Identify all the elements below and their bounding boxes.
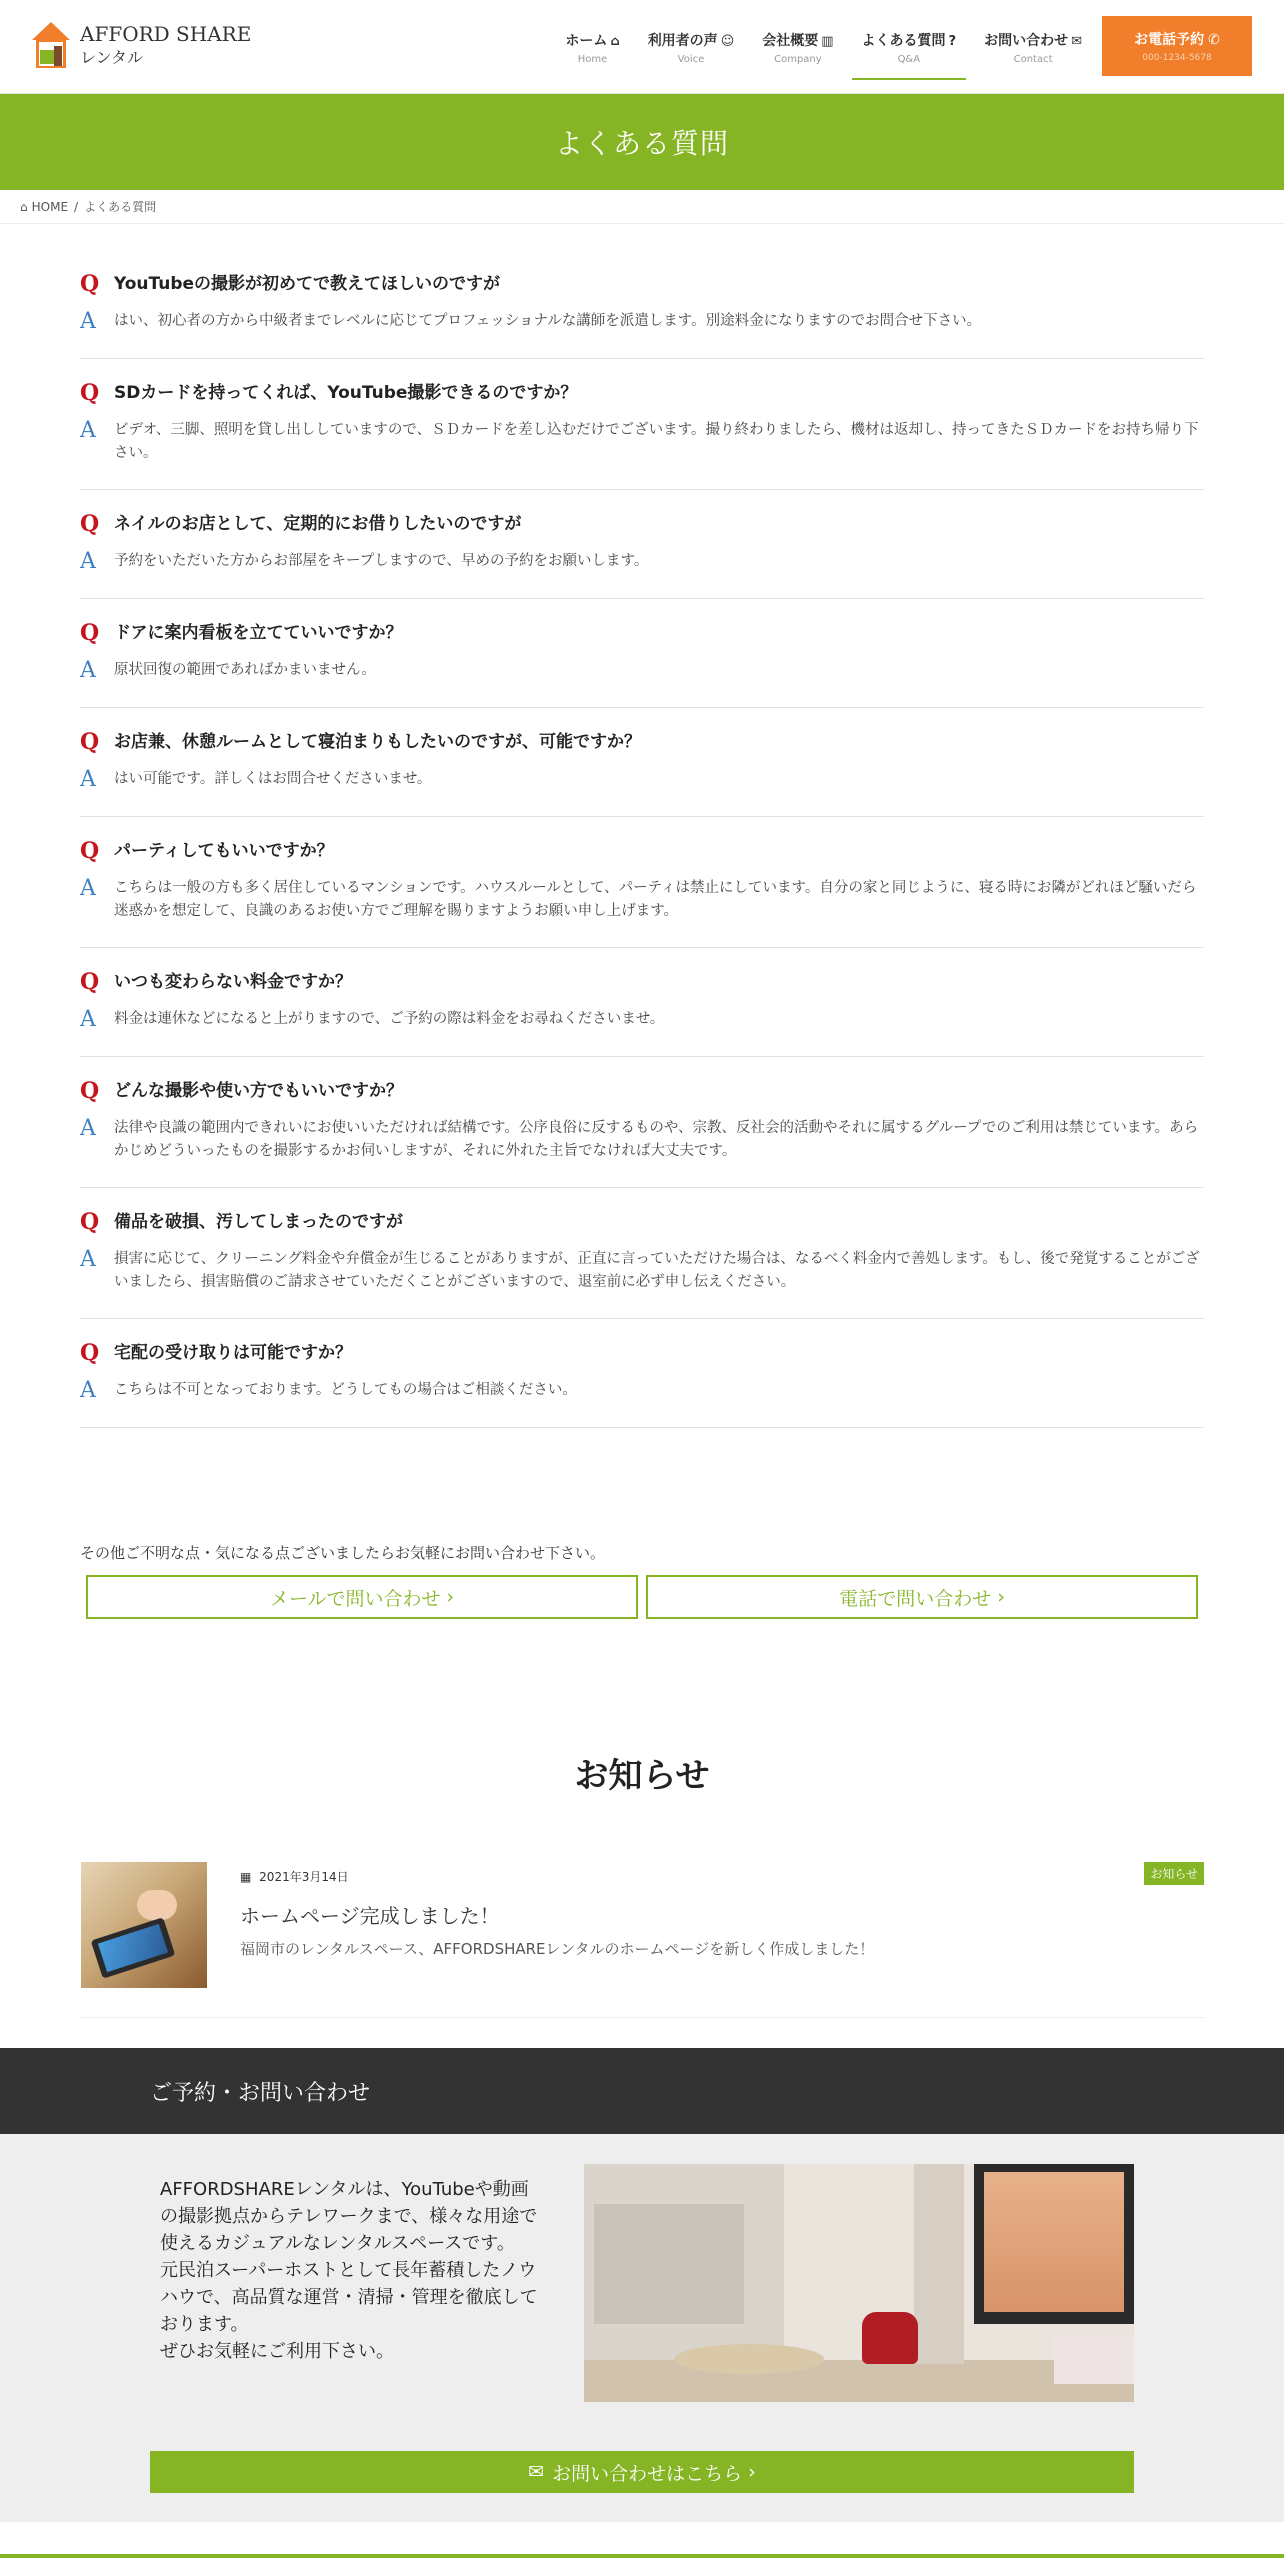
faq-question: [80, 621, 1204, 645]
a-mark: A: [80, 876, 96, 901]
news-date: [240, 1868, 349, 1885]
tel-contact-label: 電話で問い合わせ: [839, 1587, 992, 1610]
faq-question-text: どんな撮影や使い方でもいいですか？: [114, 1081, 403, 1101]
faq-answer-text: こちらは不可となっております。どうしてもの場合はご相談ください。: [114, 1382, 577, 1398]
tablet-shape: [91, 1917, 176, 1979]
faq-answer: [80, 419, 1204, 465]
nav-item-label: よくある質問 ?: [861, 32, 957, 49]
news-thumbnail[interactable]: [81, 1862, 207, 1988]
site-logo[interactable]: [30, 20, 251, 70]
nav-item-sub: Voice: [677, 53, 705, 65]
faq-item: [80, 817, 1204, 948]
faq-item: [80, 948, 1204, 1057]
photo-window-view: [984, 2172, 1124, 2312]
q-mark: Q: [80, 511, 100, 537]
calendar-icon: ▦: [240, 1870, 252, 1884]
faq-question: [80, 1341, 1204, 1365]
faq-answer-text: 料金は連休などになると上がりますので、ご予約の際は料金をお尋ねくださいませ。: [114, 1011, 665, 1027]
faq-answer: [80, 877, 1204, 923]
nav-item-contact[interactable]: [970, 0, 1096, 94]
faq-item: [80, 359, 1204, 490]
photo-sofa: [1054, 2334, 1134, 2384]
breadcrumb-current: よくある質問: [84, 200, 157, 214]
q-mark: Q: [80, 1078, 100, 1104]
photo-curtain: [914, 2164, 964, 2364]
global-nav: [551, 0, 1252, 94]
phone-icon: ✆: [1208, 32, 1220, 48]
footer-area: [0, 2558, 1284, 2568]
faq-answer: [80, 550, 1204, 574]
faq-question-text: パーティしてもいいですか？: [114, 841, 334, 861]
nav-item-home[interactable]: [551, 0, 633, 94]
faq-question: [80, 839, 1204, 863]
faq-question-text: SDカードを持ってくれば、YouTube撮影できるのですか？: [114, 383, 578, 403]
faq-item: [80, 708, 1204, 817]
news-section-title: お知らせ: [574, 1756, 710, 1796]
faq-question-text: YouTubeの撮影が初めてで教えてほしいのですが: [114, 274, 501, 294]
cta-title: ご予約・お問い合わせ: [150, 2081, 371, 2106]
a-mark: A: [80, 418, 96, 443]
faq-footer-text: その他ご不明な点・気になる点ございましたらお気軽にお問い合わせ下さい。: [80, 1544, 606, 1562]
cta-text: [160, 2176, 540, 2365]
a-mark: A: [80, 658, 96, 683]
faq-question-text: いつも変わらない料金ですか？: [114, 972, 352, 992]
a-mark: A: [80, 549, 96, 574]
faq-item: [80, 490, 1204, 599]
question-icon: ?: [948, 33, 957, 49]
breadcrumb-home[interactable]: HOME: [31, 199, 69, 214]
photo-kitchen: [594, 2204, 744, 2324]
chevron-right-icon: ›: [748, 2461, 756, 2483]
a-mark: A: [80, 1378, 96, 1403]
site-header: [0, 0, 1284, 94]
q-mark: Q: [80, 838, 100, 864]
a-mark: A: [80, 767, 96, 792]
q-mark: Q: [80, 620, 100, 646]
faq-answer: [80, 659, 1204, 683]
chevron-right-icon: ›: [446, 1586, 455, 1608]
nav-item-label: お問い合わせ ✉: [984, 32, 1082, 49]
nav-item-label: 利用者の声 ☺: [647, 32, 735, 49]
nav-item-label: ホーム ⌂: [565, 32, 620, 49]
logo-subtitle: レンタル: [80, 48, 143, 67]
contact-buttons: [86, 1575, 1198, 1619]
news-excerpt: 福岡市のレンタルスペース、AFFORDSHAREレンタルのホームページを新しく作成しました！: [240, 1940, 875, 1958]
faq-question: [80, 512, 1204, 536]
faq-item: [80, 1057, 1204, 1188]
nav-item-sub: Company: [774, 53, 822, 65]
news-date-text: 2021年3月14日: [259, 1870, 349, 1884]
home-icon: ⌂: [610, 33, 620, 49]
mail-icon: ✉: [1071, 33, 1082, 49]
a-mark: A: [80, 1247, 96, 1272]
a-mark: A: [80, 1007, 96, 1032]
hand-shape: [137, 1890, 177, 1920]
faq-answer-text: はい可能です。詳しくはお問合せくださいませ。: [114, 771, 432, 787]
cta-contact-label: お問い合わせはこちら: [552, 2462, 743, 2485]
faq-answer-text: はい、初心者の方から中級者までレベルに応じてプロフェッショナルな講師を派遣します。別途料金になりますのでお問合せ下さい。: [114, 313, 982, 329]
faq-answer-text: こちらは一般の方も多く居住しているマンションです。ハウスルールとして、パーティは禁止にしています。自分の家と同じように、寝る時にお隣がどれほど騒いだら迷惑かを想定して、良識のあるお使い方でご理解を賜りますようお願い申し上げます。: [114, 880, 1197, 919]
news-item[interactable]: [80, 1860, 1204, 2018]
room-photo: [584, 2164, 1134, 2402]
faq-answer-text: 予約をいただいた方からお部屋をキープしますので、早めの予約をお願いします。: [114, 553, 649, 569]
nav-item-sub: Q&A: [897, 53, 921, 65]
faq-question: [80, 1210, 1204, 1234]
user-icon: ☺: [720, 33, 735, 49]
breadcrumb: [0, 190, 1284, 224]
faq-answer: [80, 1248, 1204, 1294]
faq-question: [80, 730, 1204, 754]
faq-question-text: ドアに案内看板を立てていいですか？: [114, 623, 403, 643]
mail-contact-button[interactable]: [86, 1575, 638, 1619]
nav-item-sub: Home: [577, 53, 608, 65]
a-mark: A: [80, 1116, 96, 1141]
logo-title: AFFORD SHARE: [80, 22, 252, 46]
cta-paragraph: AFFORDSHAREレンタルは、YouTubeや動画の撮影拠点からテレワークまで、様々な用途で使えるカジュアルなレンタルスペースです。: [160, 2179, 538, 2254]
faq-answer: [80, 310, 1204, 334]
faq-list: [80, 250, 1204, 1428]
mail-contact-label: メールで問い合わせ: [269, 1587, 441, 1610]
breadcrumb-separator: /: [74, 199, 79, 214]
nav-item-label: 会社概要 ▥: [762, 32, 834, 49]
mail-icon: ✉: [528, 2461, 545, 2483]
tel-number: 000-1234-5678: [1142, 53, 1212, 63]
home-icon: ⌂: [20, 199, 28, 214]
faq-question: [80, 272, 1204, 296]
faq-question-text: 備品を破損、汚してしまったのですが: [114, 1212, 403, 1232]
photo-floor: [584, 2360, 1134, 2402]
q-mark: Q: [80, 271, 100, 297]
cta-paragraph: ぜひお気軽にご利用下さい。: [160, 2341, 394, 2362]
house-logo-icon: [30, 20, 72, 70]
faq-item: [80, 1319, 1204, 1428]
q-mark: Q: [80, 1340, 100, 1366]
photo-red-chair: [862, 2312, 918, 2364]
faq-question: [80, 381, 1204, 405]
q-mark: Q: [80, 380, 100, 406]
faq-item: [80, 599, 1204, 708]
cta-paragraph: 元民泊スーパーホストとして長年蓄積したノウハウで、高品質な運営・清掃・管理を徹底しております。: [160, 2260, 538, 2335]
photo-table: [674, 2344, 824, 2374]
faq-item: [80, 250, 1204, 359]
chevron-right-icon: ›: [997, 1586, 1005, 1608]
faq-question-text: ネイルのお店として、定期的にお借りしたいのですが: [114, 514, 522, 534]
faq-item: [80, 1188, 1204, 1319]
page-title: よくある質問: [554, 127, 729, 160]
faq-answer: [80, 1117, 1204, 1163]
faq-question: [80, 1079, 1204, 1103]
news-heading[interactable]: ホームページ完成しました！: [240, 1904, 500, 1928]
nav-item-sub: Contact: [1013, 53, 1053, 65]
news-category-badge[interactable]: お知らせ: [1144, 1862, 1204, 1885]
faq-answer-text: 法律や良識の範囲内できれいにお使いいただければ結構です。公序良俗に反するものや、宗教、反社会的活動やそれに属するグループでのご利用は禁じています。あらかじめどういったものを撮影するかお伺いしますが、それに外れた主旨でなければ大丈夫です。: [114, 1120, 1199, 1159]
tel-reservation-label: お電話予約 ✆: [1134, 32, 1220, 48]
building-icon: ▥: [821, 33, 834, 49]
q-mark: Q: [80, 1209, 100, 1235]
faq-question: [80, 970, 1204, 994]
nav-item-qa[interactable]: [848, 0, 971, 94]
nav-item-company[interactable]: [748, 0, 847, 94]
faq-answer-text: 原状回復の範囲であればかまいません。: [114, 662, 376, 678]
tel-contact-button[interactable]: [646, 1575, 1198, 1619]
a-mark: A: [80, 309, 96, 334]
cta-contact-button[interactable]: [150, 2451, 1134, 2493]
page-header: [0, 94, 1284, 190]
tel-reservation-button[interactable]: [1102, 16, 1252, 76]
faq-answer: [80, 1008, 1204, 1032]
faq-answer-text: 損害に応じて、クリーニング料金や弁償金が生じることがありますが、正直に言っていただけた場合は、なるべく料金内で善処します。もし、後で発覚することがございましたら、損害賠償のご請求させていただくことがございますので、退室前に必ず申し伝えください。: [114, 1251, 1200, 1290]
faq-answer: [80, 1379, 1204, 1403]
cta-header: [0, 2048, 1284, 2134]
faq-answer-text: ビデオ、三脚、照明を貸し出ししていますので、ＳＤカードを差し込むだけでございます。撮り終わりましたら、機材は返却し、持ってきたＳＤカードをお持ち帰り下さい。: [114, 422, 1199, 461]
faq-answer: [80, 768, 1204, 792]
nav-item-voice[interactable]: [634, 0, 749, 94]
faq-question-text: お店兼、休憩ルームとして寝泊まりもしたいのですが、可能ですか？: [114, 732, 641, 752]
faq-question-text: 宅配の受け取りは可能ですか？: [114, 1343, 352, 1363]
q-mark: Q: [80, 969, 100, 995]
q-mark: Q: [80, 729, 100, 755]
